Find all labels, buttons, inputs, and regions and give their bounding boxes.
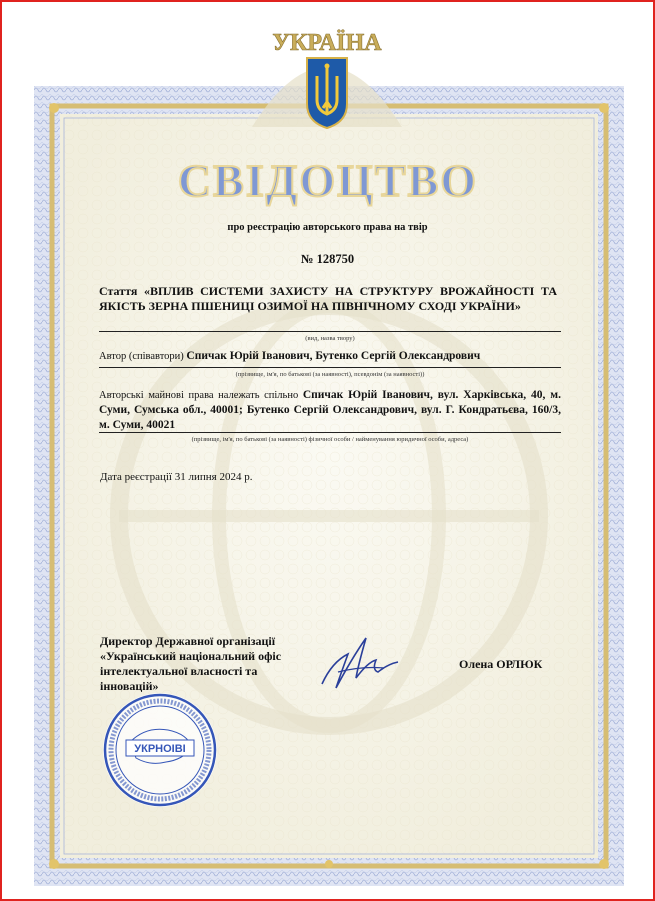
divider bbox=[99, 367, 561, 368]
seal-text: УКРНОІВІ bbox=[134, 743, 186, 755]
signature bbox=[318, 632, 408, 697]
country-name: УКРАЇНА bbox=[272, 30, 382, 56]
rights-holders-text: Спичак Юрій Іванович, вул. Харківська, 40, м. Суми, Сумська обл., 40001; Бутенко Сергій Олександрович, вул. Г. Кондратьєва, 160/3, м. Суми, 40021 bbox=[99, 389, 561, 431]
certificate-subtitle: про реєстрацію авторського права на твір bbox=[227, 222, 428, 233]
work-title bbox=[99, 284, 557, 314]
work-caption: (вид, назва твору) bbox=[305, 335, 355, 342]
rights-holders bbox=[99, 388, 561, 433]
rights-label: Авторські майнові права належать спільно bbox=[99, 390, 299, 401]
title-text: СВІДОЦТВО bbox=[177, 155, 479, 206]
divider bbox=[99, 432, 561, 433]
trident-icon bbox=[307, 58, 347, 128]
official-seal bbox=[96, 690, 224, 815]
authors-label: Автор (співавтори) bbox=[99, 351, 184, 362]
certificate-number: № 128750 bbox=[300, 252, 355, 266]
work-label: Стаття bbox=[99, 284, 138, 298]
rights-caption: (прізвище, ім'я, по батькові (за наявності) фізичної особи / найменування юридичної особи, адреса) bbox=[191, 436, 469, 443]
signer-name: Олена ОРЛЮК bbox=[459, 657, 543, 671]
divider bbox=[99, 331, 561, 332]
registration-date: Дата реєстрації 31 липня 2024 р. bbox=[100, 471, 253, 483]
work-name: «ВПЛИВ СИСТЕМИ ЗАХИСТУ НА СТРУКТУРУ ВРОЖАЙНОСТІ ТА ЯКІСТЬ ЗЕРНА ПШЕНИЦІ ОЗИМОЇ НА ПІВНІЧНОМУ СХОДІ УКРАЇНИ» bbox=[99, 284, 557, 313]
director-position: Директор Державної організації «Український національний офіс інтелектуальної власності та інновацій» bbox=[100, 634, 282, 693]
state-emblem bbox=[242, 22, 412, 137]
authors-names: Спичак Юрій Іванович, Бутенко Сергій Олександрович bbox=[186, 350, 481, 362]
authors-caption: (прізвище, ім'я, по батькові (за наявності), псевдонім (за наявності)) bbox=[235, 371, 425, 378]
certificate-title bbox=[170, 150, 486, 215]
authors-line bbox=[99, 350, 561, 362]
